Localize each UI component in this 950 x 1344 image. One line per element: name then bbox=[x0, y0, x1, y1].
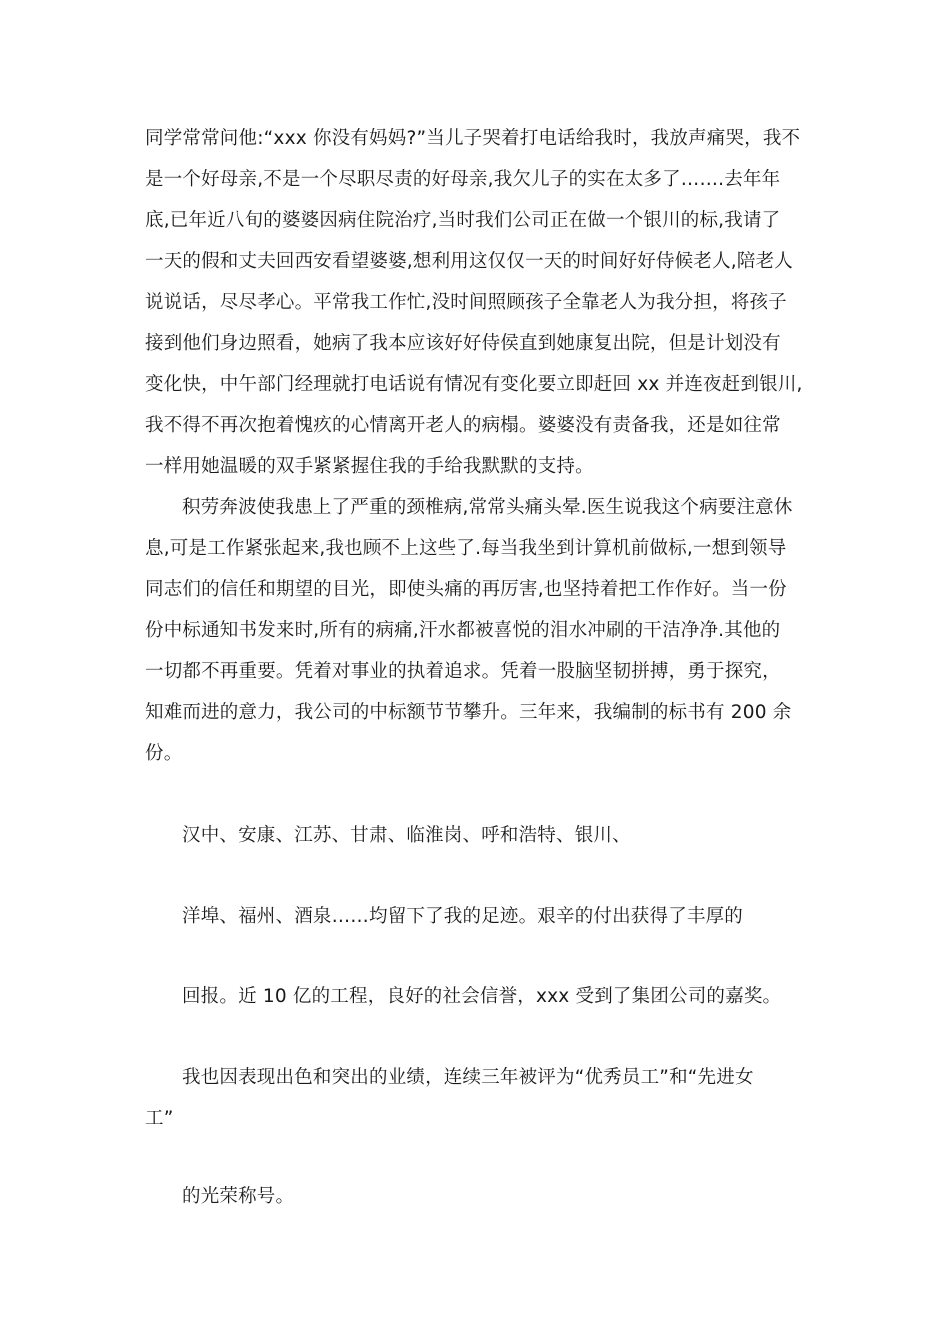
paragraph-line: 我不得不再次抱着愧疚的心情离开老人的病榻。婆婆没有责备我，还是如往常 bbox=[145, 415, 781, 436]
paragraph-line: 息,可是工作紧张起来,我也顾不上这些了.每当我坐到计算机前做标,一想到领导 bbox=[145, 538, 787, 559]
paragraph-line: 底,已年近八旬的婆婆因病住院治疗,当时我们公司正在做一个银川的标,我请了 bbox=[145, 210, 781, 231]
paragraph-line: 工” bbox=[145, 1108, 174, 1129]
paragraph-line: 一天的假和丈夫回西安看望婆婆,想利用这仅仅一天的时间好好侍候老人,陪老人 bbox=[145, 251, 793, 272]
paragraph-line: 积劳奔波使我患上了严重的颈椎病,常常头痛头晕.医生说我这个病要注意休 bbox=[182, 497, 793, 518]
paragraph-line: 份。 bbox=[145, 743, 183, 764]
paragraph-line: 一切都不再重要。凭着对事业的执着追求。凭着一股脑坚韧拼搏，勇于探究， bbox=[145, 661, 781, 682]
paragraph-line: 变化快，中午部门经理就打电话说有情况有变化要立即赶回 xx 并连夜赶到银川, bbox=[145, 374, 803, 395]
paragraph-line: 接到他们身边照看，她病了我本应该好好侍侯直到她康复出院，但是计划没有 bbox=[145, 333, 781, 354]
paragraph-line: 回报。近 10 亿的工程，良好的社会信誉，xxx 受到了集团公司的嘉奖。 bbox=[182, 986, 782, 1007]
paragraph-line: 知难而进的意力，我公司的中标额节节攀升。三年来，我编制的标书有 200 余 bbox=[145, 702, 792, 723]
paragraph-line: 同学常常问他:“xxx 你没有妈妈?”当儿子哭着打电话给我时，我放声痛哭，我不 bbox=[145, 128, 801, 149]
paragraph-line: 同志们的信任和期望的目光，即使头痛的再厉害,也坚持着把工作作好。当一份 bbox=[145, 579, 787, 600]
paragraph-line: 的光荣称号。 bbox=[182, 1186, 295, 1207]
paragraph-line: 我也因表现出色和突出的业绩，连续三年被评为“优秀员工”和“先进女 bbox=[182, 1067, 754, 1088]
paragraph-line: 说说话，尽尽孝心。平常我工作忙,没时间照顾孩子全靠老人为我分担，将孩子 bbox=[145, 292, 787, 313]
paragraph-line: 份中标通知书发来时,所有的病痛,汗水都被喜悦的泪水冲刷的干洁净净.其他的 bbox=[145, 620, 781, 641]
paragraph-line: 汉中、安康、江苏、甘肃、临淮岗、呼和浩特、银川、 bbox=[182, 825, 631, 846]
paragraph-line: 是一个好母亲,不是一个尽职尽责的好母亲,我欠儿子的实在太多了…….去年年 bbox=[145, 169, 781, 190]
paragraph-line: 洋埠、福州、酒泉……均留下了我的足迹。艰辛的付出获得了丰厚的 bbox=[182, 906, 744, 927]
paragraph-line: 一样用她温暖的双手紧紧握住我的手给我默默的支持。 bbox=[145, 456, 594, 477]
